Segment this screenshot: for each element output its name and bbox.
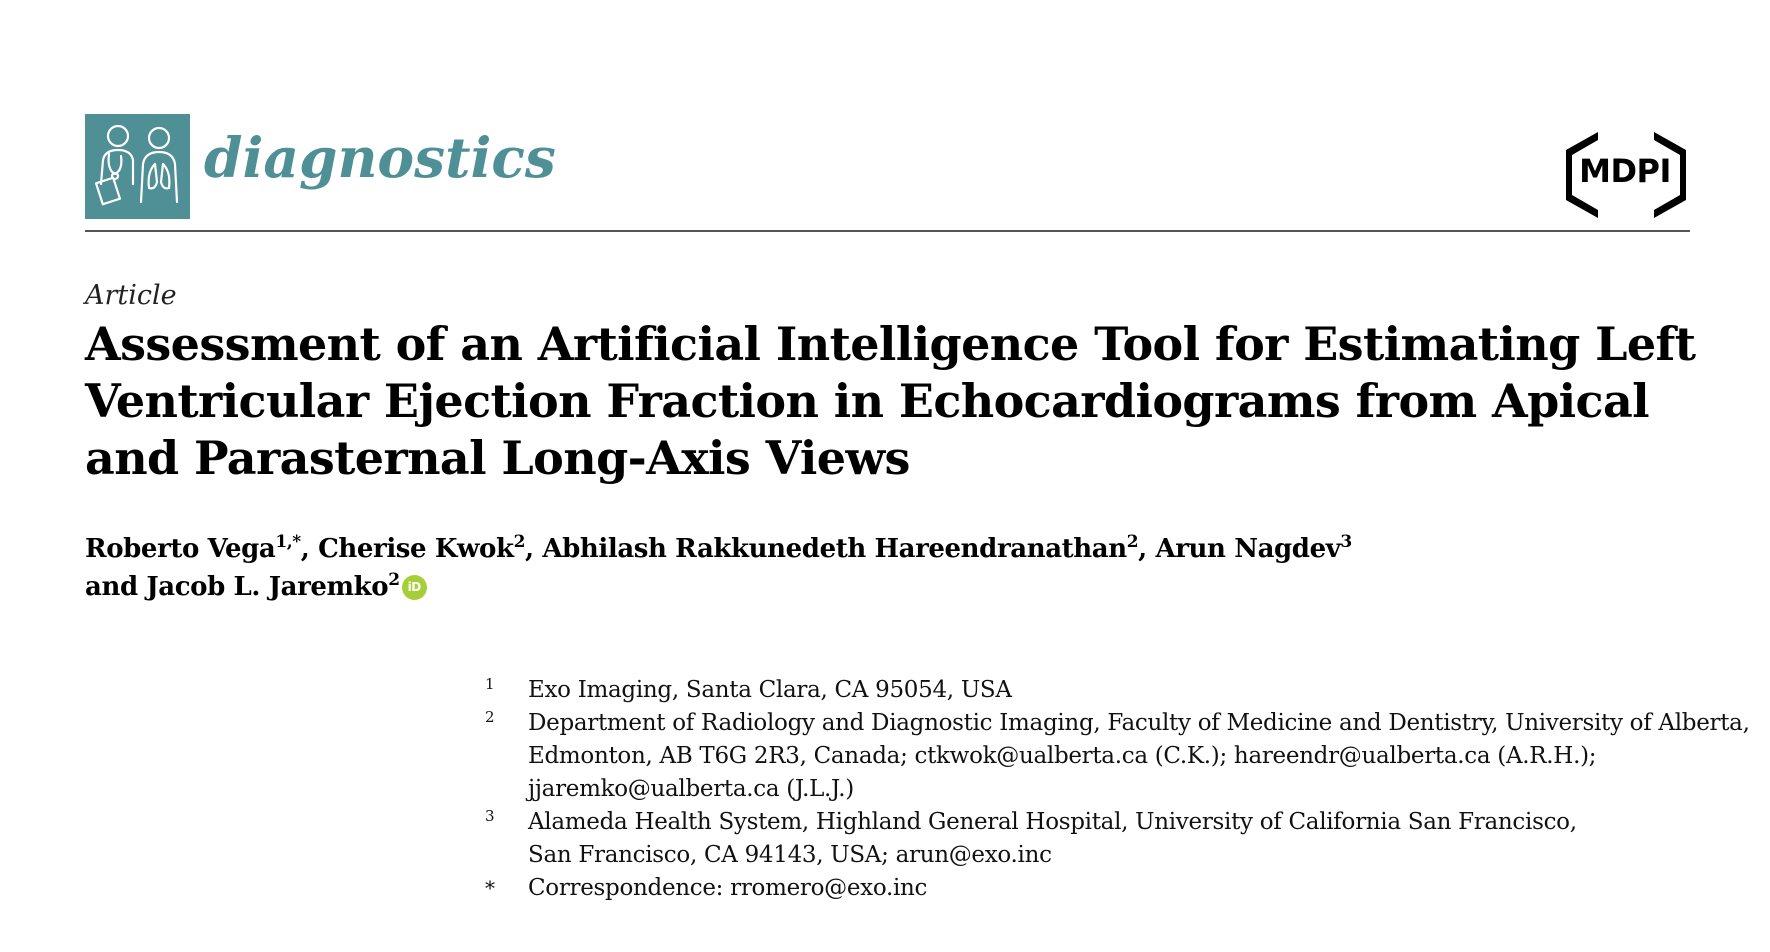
affiliation-item — [485, 806, 1715, 872]
author-name: Abhilash Rakkunedeth Hareendranathan — [542, 534, 1127, 564]
doctor-patient-icon — [85, 114, 190, 219]
affiliation-marker: * — [485, 876, 495, 900]
author-line — [85, 530, 1725, 568]
author-affiliation-ref: 2 — [388, 570, 400, 590]
orcid-icon[interactable]: iD — [402, 575, 427, 600]
journal-name: diagnostics — [204, 125, 556, 190]
affiliations-list — [485, 674, 1750, 905]
author-affiliation-ref: 1,* — [275, 532, 301, 552]
title-line: Assessment of an Artificial Intelligence Tool for Estimating Left — [85, 317, 1696, 371]
title-line: and Parasternal Long-Axis Views — [85, 431, 910, 485]
affiliation-text: Exo Imaging, Santa Clara, CA 95054, USA — [528, 677, 1012, 703]
author-affiliation-ref: 3 — [1340, 532, 1352, 552]
author-list — [85, 530, 1725, 606]
correspondence-text: Correspondence: rromero@exo.inc — [528, 875, 928, 901]
article-title — [85, 316, 1745, 487]
title-line: Ventricular Ejection Fraction in Echocardiograms from Apical — [85, 374, 1650, 428]
author-separator: , — [525, 534, 543, 564]
author-separator: , — [1138, 534, 1156, 564]
publisher-name: MDPI — [1579, 152, 1671, 190]
affiliation-marker: 1 — [485, 675, 495, 693]
author-name: Jacob L. Jaremko — [146, 572, 389, 602]
affiliation-text: San Francisco, CA 94143, USA; arun@exo.inc — [528, 842, 1052, 868]
author-affiliation-ref: 2 — [1126, 532, 1139, 552]
author-separator: , — [300, 534, 319, 564]
author-name: Arun Nagdev — [1155, 534, 1341, 564]
affiliation-item — [485, 707, 1750, 806]
affiliation-text: Edmonton, AB T6G 2R3, Canada; ctkwok@ualberta.ca (C.K.); hareendr@ualberta.ca (A.R.H.); — [528, 743, 1597, 769]
article-type: Article — [85, 280, 177, 311]
author-conjunction: and — [85, 572, 147, 602]
affiliation-marker: 3 — [485, 807, 495, 825]
affiliation-marker: 2 — [485, 708, 495, 726]
affiliation-text: jjaremko@ualberta.ca (J.L.J.) — [528, 776, 854, 802]
author-name: Cherise Kwok — [318, 534, 514, 564]
affiliation-text: Alameda Health System, Highland General Hospital, University of California San Francisco, — [528, 809, 1577, 835]
affiliation-text: Department of Radiology and Diagnostic Imaging, Faculty of Medicine and Dentistry, University of Alberta, — [528, 710, 1750, 736]
header-divider — [85, 230, 1690, 232]
author-line — [85, 568, 1725, 606]
author-affiliation-ref: 2 — [513, 532, 525, 552]
journal-logo — [85, 114, 190, 219]
affiliation-item — [485, 674, 1715, 707]
affiliation-item — [485, 872, 1715, 905]
author-name: Roberto Vega — [85, 534, 276, 564]
